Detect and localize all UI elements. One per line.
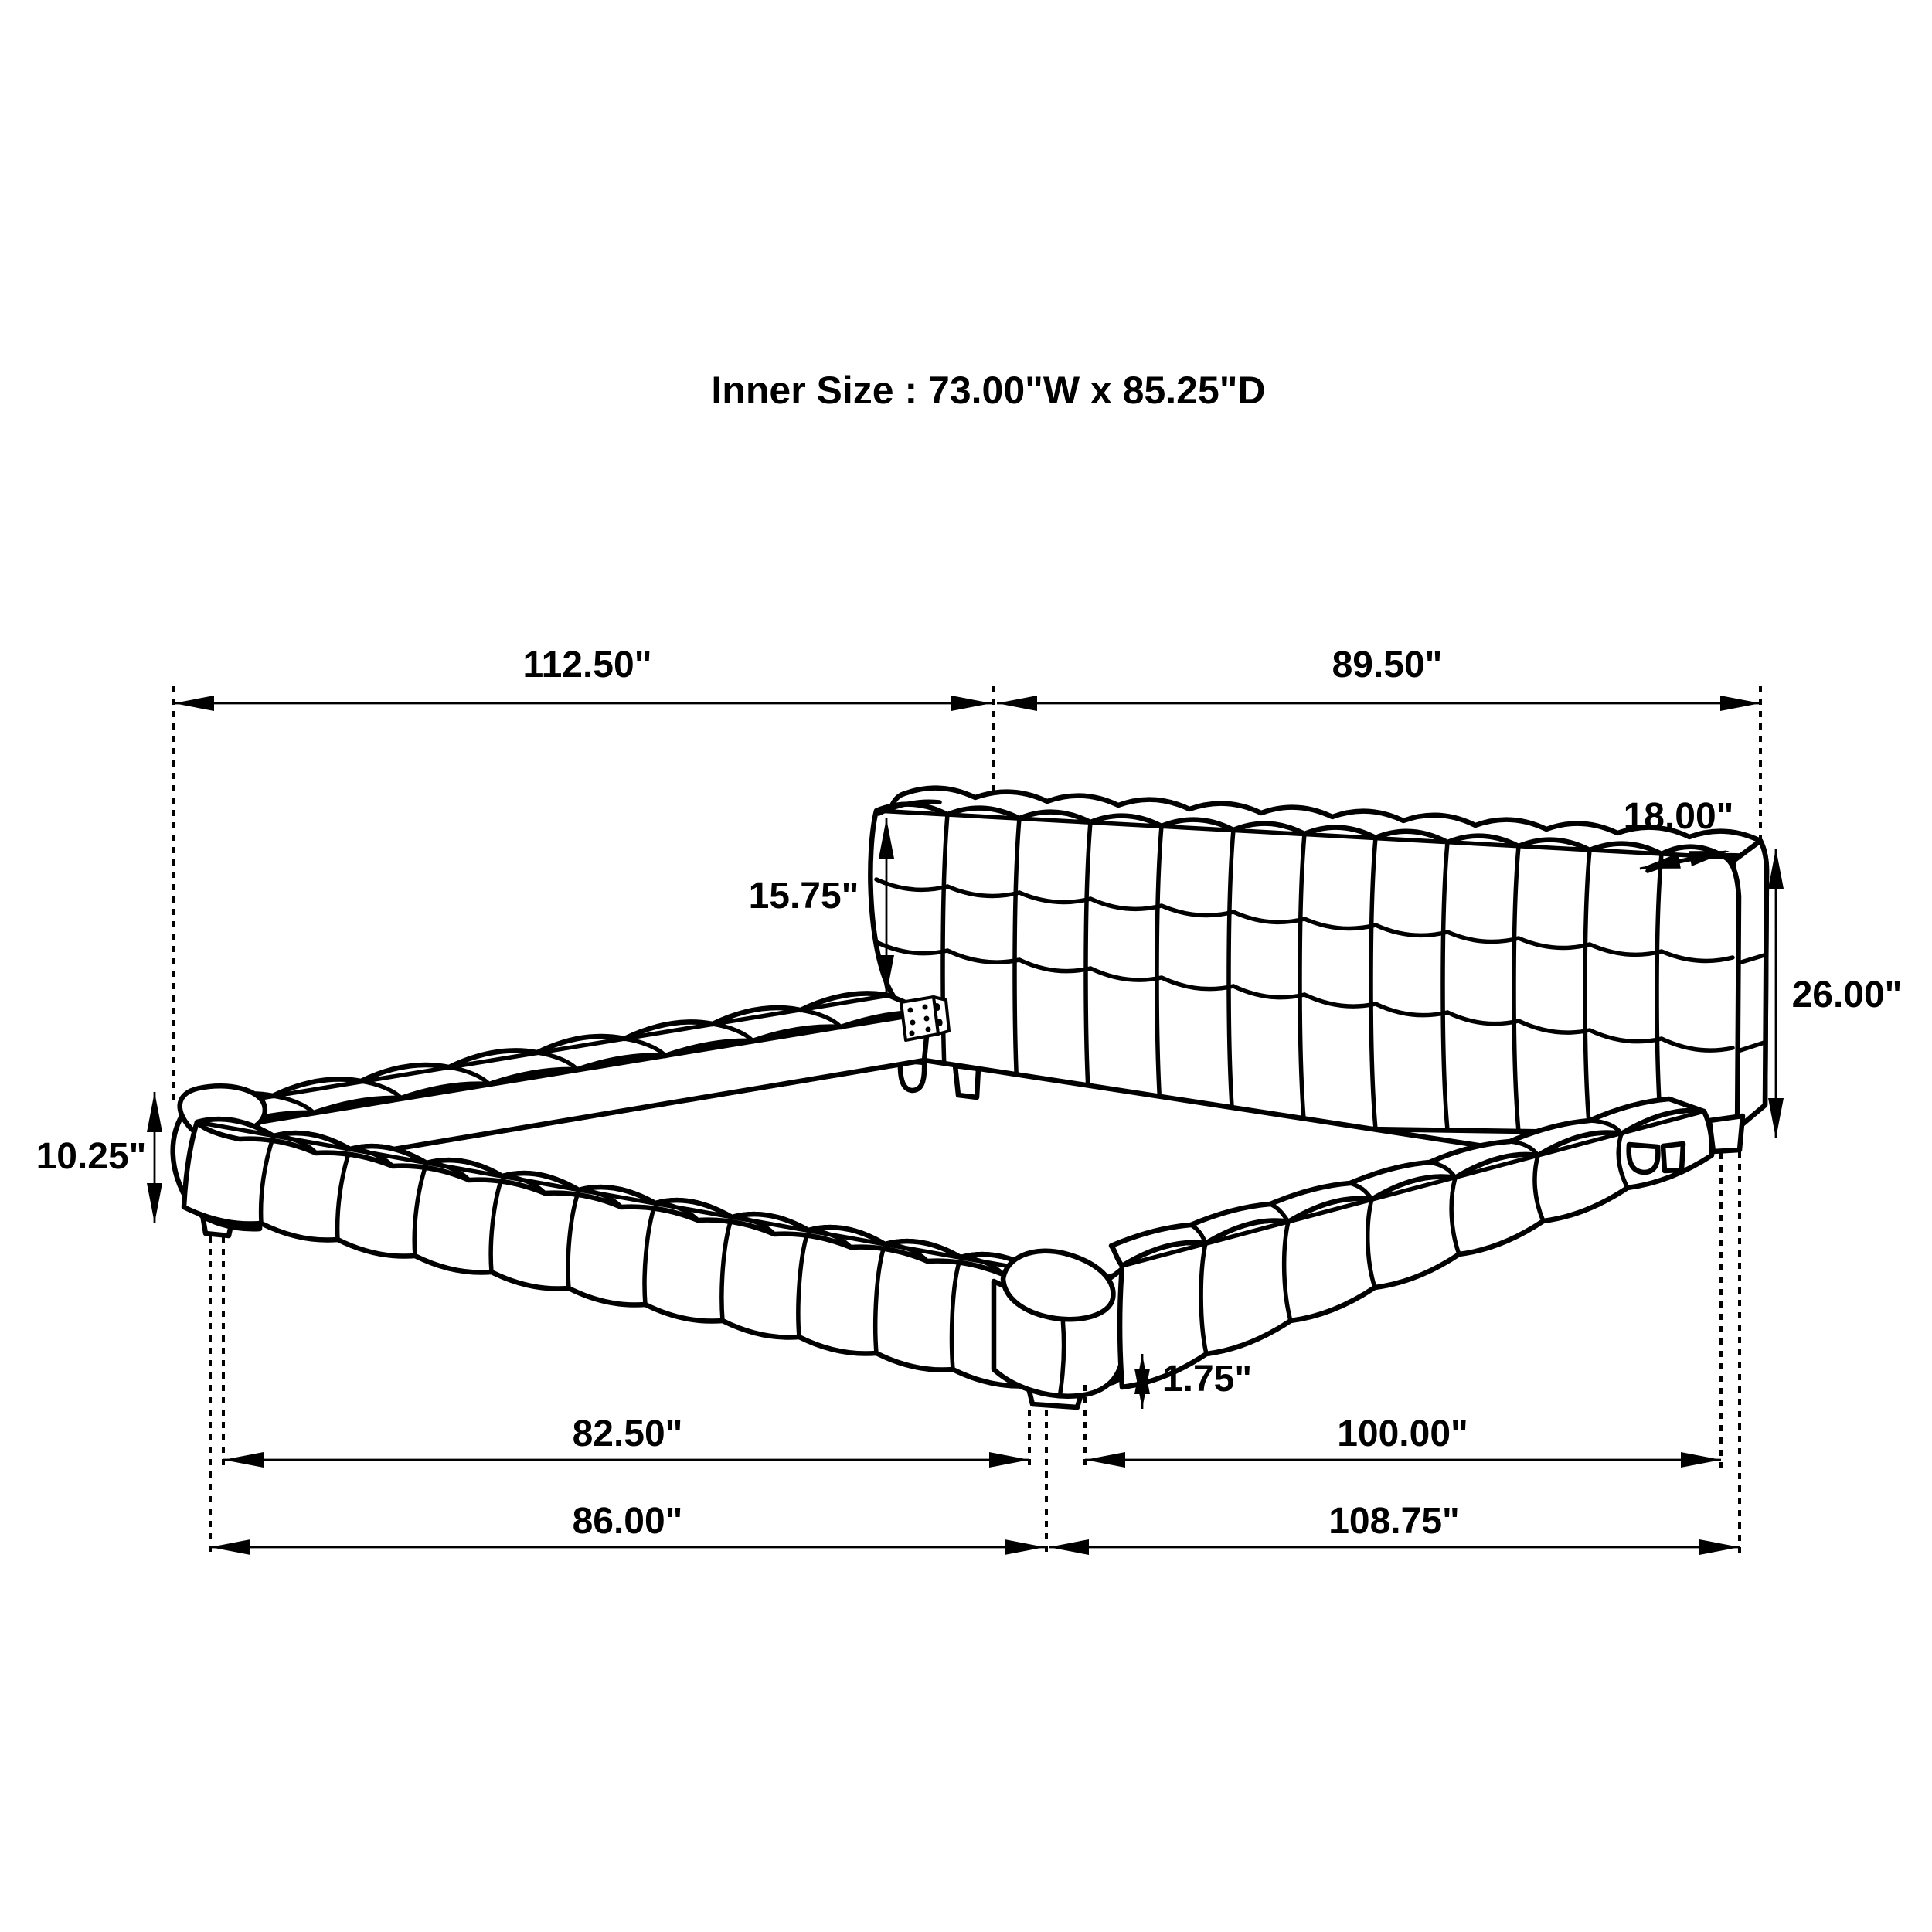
- dim-label-outer-length-right: 108.75": [1328, 1501, 1460, 1542]
- dim-label-headboard-top-depth: 18.00": [1623, 796, 1734, 837]
- dim-label-inner-length-left: 82.50": [572, 1413, 683, 1454]
- dim-outer-length-left: [210, 1501, 1045, 1547]
- dim-outer-length-right: [1049, 1501, 1740, 1547]
- dim-inner-length-left: [223, 1413, 1029, 1460]
- dim-label-overall-width-left: 112.50": [522, 645, 652, 685]
- dim-label-side-rail-height: 10.25": [36, 1136, 147, 1177]
- dim-label-headboard-above-rail: 15.75": [748, 876, 859, 917]
- page-title: Inner Size : 73.00"W x 85.25"D: [711, 369, 1266, 412]
- right-end-peg: [1629, 1145, 1658, 1172]
- dim-overall-width-right: [997, 645, 1760, 703]
- dim-label-headboard-height: 26.00": [1791, 975, 1903, 1015]
- dim-label-inner-length-right: 100.00": [1337, 1413, 1468, 1454]
- dim-label-outer-length-left: 86.00": [572, 1501, 683, 1542]
- dim-label-leg-height: 1.75": [1162, 1359, 1253, 1400]
- mounting-bracket: [901, 997, 949, 1040]
- dim-side-rail-height: [36, 1092, 155, 1223]
- dim-headboard-above-rail: [749, 818, 886, 995]
- corner-foot: [994, 1251, 1123, 1407]
- dim-headboard-height: [1776, 849, 1902, 1138]
- deck-support-tab: [955, 1066, 978, 1097]
- dim-overall-width-left: [174, 645, 992, 703]
- dim-inner-length-right: [1085, 1413, 1721, 1460]
- right-end-leg: [1709, 1116, 1743, 1151]
- dim-label-overall-width-right: 89.50": [1332, 645, 1443, 685]
- right-end-tab: [1663, 1144, 1683, 1171]
